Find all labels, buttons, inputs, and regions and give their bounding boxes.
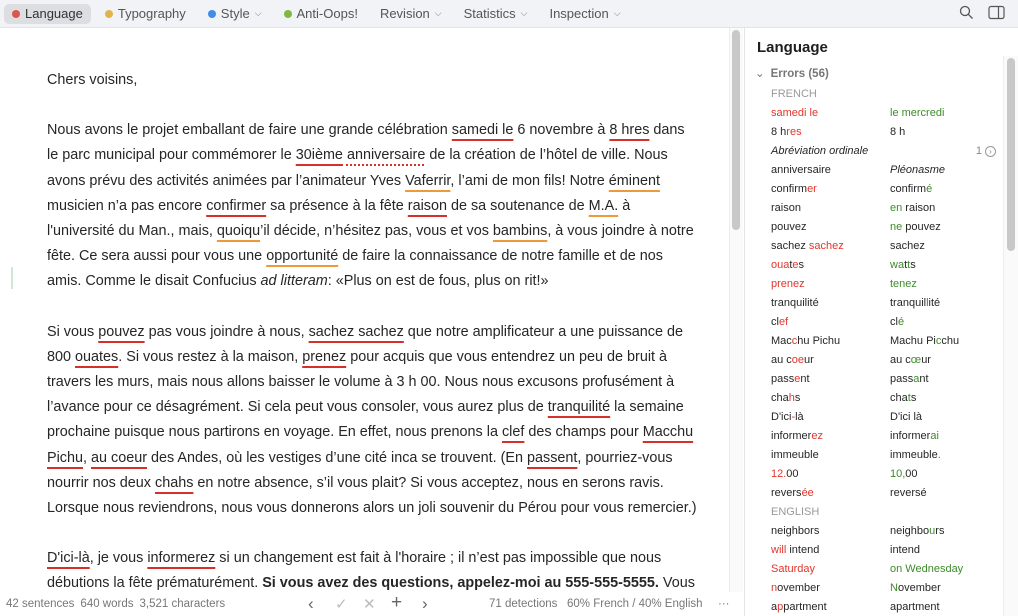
warning-highlight[interactable]: opportunité — [266, 248, 339, 265]
text-segment: ée — [801, 487, 814, 499]
suggestion-text — [890, 351, 931, 370]
text: Chers voisins, — [47, 72, 138, 88]
text-segment: Mac — [771, 335, 792, 347]
text-segment: chu — [941, 335, 960, 347]
suggestion-text — [890, 256, 916, 275]
text-segment: 00 — [905, 468, 918, 480]
text: Vous — [658, 575, 695, 592]
text-segment: rs — [935, 525, 945, 537]
text: pas vous joindre à nous, — [144, 323, 309, 340]
text-segment: s — [798, 259, 805, 271]
text-segment: sachez — [890, 240, 925, 252]
text-segment: N — [890, 582, 898, 594]
more-button[interactable]: ··· — [718, 598, 730, 610]
text-segment: l — [926, 297, 929, 309]
suggestion-text — [890, 598, 940, 616]
text-segment: s — [910, 392, 917, 404]
language-sidebar — [744, 28, 1018, 616]
text-segment: au c — [890, 354, 911, 366]
warning-highlight[interactable]: bambins — [492, 223, 548, 240]
original-text — [771, 560, 890, 579]
text-segment: . — [937, 449, 941, 461]
text-segment: pass — [771, 373, 795, 385]
suggestion-text — [890, 294, 940, 313]
text-segment: au c — [771, 354, 792, 366]
warning-highlight[interactable]: quoiqu — [216, 223, 261, 240]
text: Si vous — [47, 323, 99, 340]
text-segment: intend — [890, 544, 920, 556]
chevron-down-icon: ⌵ — [254, 8, 262, 18]
search-icon[interactable] — [959, 5, 974, 24]
error-row[interactable] — [771, 237, 996, 256]
text-segment: pouvez — [902, 221, 941, 233]
text-segment: e — [794, 373, 801, 385]
original-text — [771, 294, 890, 313]
original-text — [771, 180, 890, 199]
suggestion-text — [890, 180, 932, 199]
error-row[interactable] — [771, 598, 996, 616]
text-segment: h — [788, 392, 795, 404]
suggestion-text — [890, 218, 941, 237]
text-segment: le mercredi — [890, 107, 945, 119]
toolbar — [0, 0, 1018, 28]
error-highlight[interactable]: tranquilité — [547, 399, 611, 416]
original-text — [771, 237, 890, 256]
text-segment: sachez — [771, 240, 809, 252]
text-segment: é — [926, 183, 933, 195]
text: : «Plus on est de fous, plus on rit!» — [327, 273, 549, 290]
tab-label: Inspection — [549, 6, 609, 21]
tab-revision[interactable] — [372, 4, 450, 24]
error-row[interactable] — [771, 199, 996, 218]
text-segment: ur — [921, 354, 931, 366]
text-segment: 10, — [890, 468, 906, 480]
bold-text: Si vous avez des questions, appelez-moi au 555-555-5555. — [262, 575, 659, 592]
suggestion-text — [890, 313, 904, 332]
text-segment: c — [935, 335, 942, 347]
suggestion-text — [890, 446, 941, 465]
text: , à vous joindre à notre fête. Ce sera aussi pour vous une — [47, 223, 694, 265]
text-segment: nt — [800, 373, 810, 385]
detection-count: 71 detections — [489, 598, 558, 610]
original-text — [771, 370, 890, 389]
next-button[interactable]: › — [422, 594, 428, 613]
text-segment: immeuble — [771, 449, 819, 461]
error-highlight[interactable]: sachez sachez — [308, 323, 404, 340]
original-text — [771, 313, 890, 332]
error-highlight[interactable]: au coeur — [91, 449, 148, 466]
text-segment: tenez — [890, 278, 917, 290]
text-segment: apartment — [890, 601, 940, 613]
previous-button[interactable]: ‹ — [308, 594, 314, 613]
reject-button[interactable]: ✕ — [363, 596, 376, 613]
text-segment: informer — [771, 430, 812, 442]
text-segment: Abréviation ordinale — [771, 145, 869, 157]
error-row[interactable] — [771, 370, 996, 389]
warning-highlight[interactable]: éminent — [608, 172, 660, 189]
tab-statistics[interactable] — [456, 4, 536, 24]
tab-label: Statistics — [463, 6, 516, 21]
error-highlight[interactable]: pouvez — [98, 323, 145, 340]
error-highlight[interactable]: Macchu Pichu — [47, 424, 694, 466]
error-highlight[interactable]: 30ième — [295, 147, 343, 164]
original-text — [771, 522, 890, 541]
text: de faire la connaissance de notre famille et de nos amis. Comme le disait Confucius — [47, 248, 663, 290]
text-segment: ef — [778, 316, 789, 328]
text: de la création de l’hôtel de ville. Nous avons prévu des activités animées par l’animateur Yves — [47, 147, 668, 189]
errors-group-toggle[interactable] — [755, 66, 829, 80]
status-bar — [0, 592, 744, 616]
suggestion-text — [890, 370, 929, 389]
text-segment: pouvez — [771, 221, 807, 233]
text-segment: ai — [930, 430, 939, 442]
text-segment: ité — [928, 297, 941, 309]
tab-label: Style — [220, 6, 250, 21]
error-row[interactable] — [771, 256, 996, 275]
text: 6 novembre à — [513, 122, 610, 139]
suggestion-text — [890, 237, 925, 256]
text-segment: prenez — [771, 278, 805, 290]
text-segment: confirm — [771, 183, 808, 195]
original-text — [771, 484, 890, 503]
text-segment: D'ici — [771, 411, 792, 423]
text-segment: cl — [890, 316, 898, 328]
warning-highlight[interactable]: Vaferrir — [405, 172, 451, 189]
original-text — [771, 408, 890, 427]
original-text — [771, 427, 890, 446]
original-text — [771, 104, 890, 123]
suggestion-text — [890, 484, 927, 503]
text: . Si vous restez à la maison, — [118, 348, 303, 365]
error-highlight[interactable]: chahs — [155, 474, 194, 491]
text-segment: sachez — [808, 240, 844, 252]
text-segment: c — [791, 335, 798, 347]
text: sa présence à la fête — [266, 197, 408, 214]
add-button[interactable]: + — [391, 592, 403, 613]
text-segment: cl — [771, 316, 779, 328]
error-row[interactable] — [771, 408, 996, 427]
text: , pourriez-vous nourrir nos deux — [47, 449, 673, 491]
text: pour acquis que vous entendrez un peu de bruit à travers les murs, mais nous allons baisser le volume à 3 h 00. Nous nous excusons profusément à l’avance pour ce désagrément. Si cela peut vous consoler, vous aurez plus de — [47, 348, 675, 416]
tab-label: Anti-Oops! — [296, 6, 358, 21]
error-row[interactable] — [771, 351, 996, 370]
suggestion-text — [890, 465, 918, 484]
text-segment: 8 h — [890, 126, 906, 138]
warning-highlight[interactable]: M.A. — [588, 197, 619, 214]
text: la fête prématurément. — [109, 575, 263, 592]
text-segment: 8 h — [771, 126, 787, 138]
original-text — [771, 351, 890, 370]
text: dans le parc municipal pour commémorer le — [47, 122, 685, 164]
tab-inspection[interactable] — [541, 4, 628, 24]
error-row[interactable] — [771, 446, 996, 465]
original-text — [771, 161, 890, 180]
error-highlight[interactable]: 8 hres — [609, 122, 650, 139]
tab-style[interactable] — [200, 4, 270, 24]
paragraph — [47, 118, 697, 294]
error-highlight[interactable]: prenez — [302, 348, 347, 365]
text-segment: 00 — [786, 468, 799, 480]
text-segment: intend — [786, 544, 820, 556]
tab-anti-oops[interactable] — [276, 4, 366, 24]
chevron-down-icon: ⌵ — [520, 8, 528, 18]
text: des Andes, où les vestiges d’une cité inca se trouvent. (En — [147, 449, 527, 466]
suggestion-text — [890, 522, 944, 541]
text: de sa soutenance de — [446, 197, 589, 214]
text-segment: raison — [902, 202, 936, 214]
chevron-down-icon: ⌵ — [613, 8, 621, 18]
text-segment: t — [904, 259, 908, 271]
chevron-down-icon: ⌵ — [434, 8, 442, 18]
error-row[interactable] — [771, 579, 996, 598]
language-section-label: ENGLISH — [771, 506, 820, 518]
error-row[interactable] — [771, 123, 996, 142]
text-segment: on Wednesday — [890, 563, 964, 575]
text-segment: t — [907, 259, 911, 271]
suggestion-text — [890, 408, 922, 427]
suggestion-text — [890, 161, 945, 180]
text-segment: confirm — [890, 183, 927, 195]
text-segment: nt — [919, 373, 929, 385]
original-text — [771, 541, 890, 560]
original-text — [771, 123, 890, 142]
status-dot-icon — [208, 10, 216, 18]
text: si un changement est fait à l'horaire ; il n’est pas impossible que nous — [215, 550, 662, 567]
text: ’il décide, n’hésitez pas, vous et vos — [260, 223, 493, 240]
count-value: 1 — [975, 145, 982, 157]
original-text — [771, 332, 890, 351]
error-list — [771, 85, 996, 616]
text-segment: n — [771, 582, 778, 594]
suggestion-text — [890, 199, 935, 218]
text-segment: revers — [771, 487, 802, 499]
error-highlight[interactable]: clef — [501, 424, 525, 441]
paragraph-marker — [11, 267, 13, 289]
error-highlight[interactable]: confirmer — [206, 197, 267, 214]
tab-label: Revision — [379, 6, 430, 21]
error-row[interactable] — [771, 218, 996, 237]
text-segment: pass — [890, 373, 914, 385]
character-count: 3,521 characters — [139, 598, 226, 610]
text-segment: oua — [771, 259, 790, 271]
sidebar-toggle-icon[interactable] — [988, 5, 1005, 24]
text-segment: D'ici là — [890, 411, 923, 423]
text-segment: - — [791, 411, 796, 423]
original-text — [771, 446, 890, 465]
error-row[interactable] — [771, 560, 996, 579]
text-segment: t — [789, 259, 793, 271]
occurrence-count[interactable] — [976, 142, 996, 161]
text: , je vous — [89, 550, 148, 567]
error-highlight[interactable]: samedi le — [451, 122, 514, 139]
error-row[interactable] — [771, 142, 996, 161]
error-highlight[interactable]: ouates — [75, 348, 119, 365]
text-segment: neighbo — [890, 525, 930, 537]
text: , — [83, 449, 91, 466]
error-row[interactable] — [771, 104, 996, 123]
text: à l'université du Man., mais, — [47, 197, 631, 240]
original-text — [771, 142, 890, 161]
sentence-count: 42 sentences — [6, 598, 75, 610]
text-segment: wa — [890, 259, 905, 271]
text-segment: ne — [890, 221, 903, 233]
text: des champs pour — [524, 424, 643, 441]
text: la semaine prochaine puisque nous partirons en voyage. En effet, nous prenons la — [47, 399, 684, 441]
original-text — [771, 465, 890, 484]
text-segment: ovember — [777, 582, 820, 594]
tab-typography[interactable] — [97, 4, 194, 24]
text-segment: t — [907, 392, 911, 404]
text-segment: cha — [771, 392, 789, 404]
text: en notre absence, s’il vous plait? Si vous acceptez, nous en serons ravis. Lorsque nous reviendrons, nous vous donnerons alors un joli souvenir du Pérou pour vous remercier.) — [47, 474, 697, 517]
text: musicien n’a pas encore — [47, 197, 207, 214]
text-segment: Saturday — [771, 563, 816, 575]
accept-button[interactable]: ✓ — [335, 596, 348, 613]
error-row[interactable] — [771, 294, 996, 313]
error-row[interactable] — [771, 389, 996, 408]
error-row[interactable] — [771, 522, 996, 541]
text-segment: a — [771, 601, 778, 613]
suggestion-text — [890, 579, 941, 598]
text-segment: a — [913, 373, 920, 385]
tab-language[interactable] — [4, 4, 91, 24]
tab-label: Typography — [117, 6, 186, 21]
error-highlight[interactable]: informerez — [147, 550, 216, 567]
text-segment: 12. — [771, 468, 787, 480]
text-segment: œ — [910, 354, 922, 366]
suggestion-text — [890, 104, 944, 123]
text: , l’ami de mon fils! Notre — [450, 172, 609, 189]
paragraph — [47, 68, 697, 93]
suggestion-text — [890, 275, 917, 294]
error-highlight[interactable]: passent — [527, 449, 578, 466]
editor-scrollbar[interactable] — [732, 30, 740, 230]
text-segment: en — [890, 202, 903, 214]
text-segment: raison — [771, 202, 801, 214]
original-text — [771, 218, 890, 237]
text-segment: s — [910, 259, 916, 271]
text-segment: tranquilité — [771, 297, 819, 309]
paragraph — [47, 546, 697, 592]
text: Nous avons le projet emballant de faire une grande célébration — [47, 122, 452, 139]
text-segment: informer — [890, 430, 931, 442]
text: que notre amplificateur a une puissance de 800 — [47, 323, 684, 365]
language-ratio: 60% French / 40% English — [567, 598, 703, 610]
error-row[interactable] — [771, 332, 996, 351]
status-dot-icon — [12, 10, 20, 18]
original-text — [771, 579, 890, 598]
text-segment: e — [792, 259, 799, 271]
text-segment: cha — [890, 392, 908, 404]
text-segment: neighbors — [771, 525, 820, 537]
errors-group-label: Errors (56) — [770, 68, 829, 80]
text-segment: partment — [783, 601, 827, 613]
status-dot-icon — [284, 10, 292, 18]
text-segment: hu Pichu — [797, 335, 841, 347]
error-highlight[interactable]: raison — [407, 197, 447, 214]
text-segment: é — [897, 316, 905, 328]
text-segment: er — [807, 183, 817, 195]
original-text — [771, 389, 890, 408]
text-segment: will — [771, 544, 787, 556]
suggestion-text — [890, 123, 905, 142]
text-segment: immeuble — [890, 449, 938, 461]
text-segment: u — [929, 525, 936, 537]
original-text — [771, 256, 890, 275]
error-row[interactable] — [771, 427, 996, 446]
text-segment: ez — [811, 430, 823, 442]
error-row[interactable] — [771, 275, 996, 294]
text-segment: tranquil — [890, 297, 927, 309]
error-row[interactable] — [771, 541, 996, 560]
original-text — [771, 598, 890, 616]
text-segment: oe — [791, 354, 805, 366]
text-segment: ovember — [897, 582, 941, 594]
tab-bar — [4, 4, 635, 24]
document-editor[interactable] — [0, 28, 730, 592]
text-segment: p — [777, 601, 784, 613]
original-text — [771, 199, 890, 218]
text-segment: là — [795, 411, 804, 423]
suggestion-text — [890, 332, 959, 351]
text-segment: reversé — [890, 487, 927, 499]
paragraph — [47, 320, 697, 522]
status-dot-icon — [105, 10, 113, 18]
chevron-right-circle-icon[interactable]: › — [985, 146, 996, 157]
hint-highlight[interactable]: débutions — [47, 575, 110, 592]
suggestion-text — [890, 541, 920, 560]
original-text — [771, 275, 890, 294]
chevron-down-icon: ⌄ — [755, 68, 765, 80]
suggestion-text — [890, 389, 916, 408]
error-row[interactable] — [771, 180, 996, 199]
sidebar-title: Language — [757, 39, 828, 56]
suggestion-text — [890, 560, 963, 579]
tab-label: Language — [25, 6, 83, 21]
text-segment: s — [794, 392, 801, 404]
error-row[interactable] — [771, 313, 996, 332]
error-row[interactable] — [771, 484, 996, 503]
sidebar-scrollbar[interactable] — [1007, 58, 1015, 251]
suggestion-text — [890, 427, 939, 446]
text-segment: ur — [804, 354, 814, 366]
text-segment: res — [786, 126, 802, 138]
style-highlight[interactable]: anniversaire — [346, 147, 426, 164]
text-segment: anniversaire — [771, 164, 831, 176]
text-segment: Machu Pi — [890, 335, 936, 347]
language-section-label: FRENCH — [771, 88, 817, 100]
error-row[interactable] — [771, 465, 996, 484]
text-segment: Pléonasme — [890, 164, 946, 176]
italic-text: ad litteram — [260, 273, 328, 290]
text-segment: samedi le — [771, 107, 819, 119]
error-highlight[interactable]: D'ici-là — [47, 550, 90, 567]
error-row[interactable] — [771, 161, 996, 180]
word-count: 640 words — [80, 598, 134, 610]
